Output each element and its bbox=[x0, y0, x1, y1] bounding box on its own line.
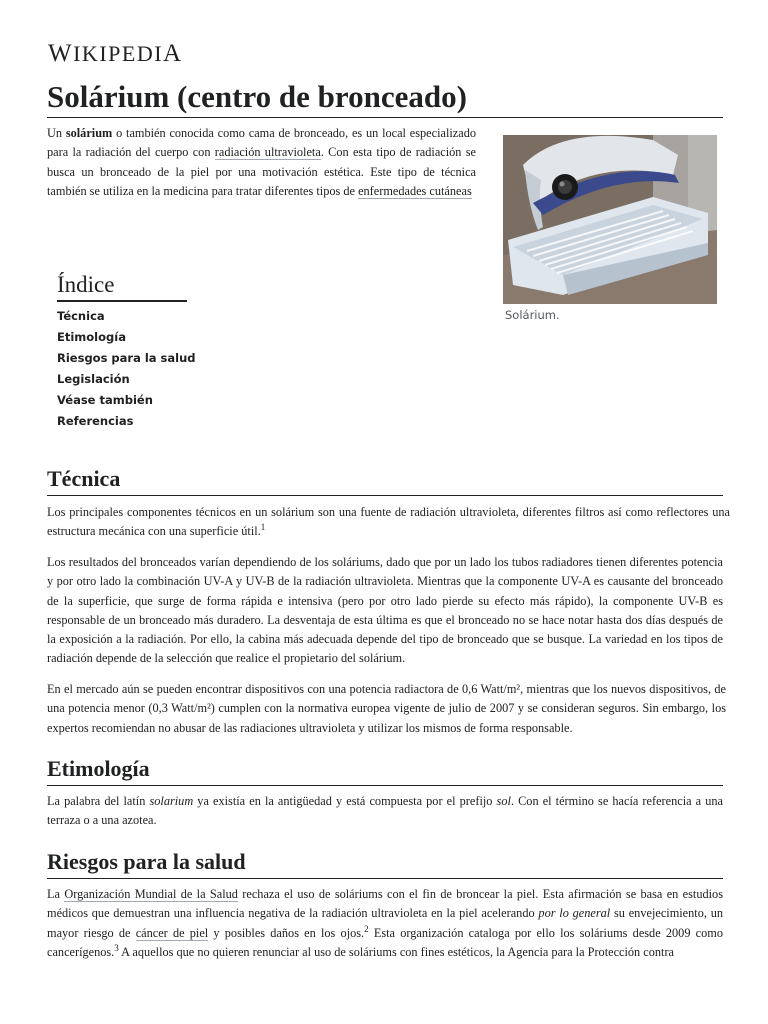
tecnica-paragraph-1: Los principales componentes técnicos en un solárium son una fuente de radiación ultravioleta, diferentes filtros así como reflectores una estructura mecánica con una superficie útil.$^1$ bbox=[47, 505, 730, 539]
reference-2[interactable]: 2 bbox=[364, 923, 369, 934]
riesgos-paragraph: La Organización Mundial de la Salud rechaza el uso de soláriums con el fin de broncear la piel. Esta afirmación se basa en estudios médicos que demuestran una influencia negativa de la radiación ultravioleta en la piel acelerando por lo general su envejecimiento, un mayor riesgo de cáncer de piel y posibles daños en los ojos.$^2$ Esta organización cataloga por ello los soláriums desde 2009 como cancerígenos.$^3$ A aquellos que no quieren renunciar al uso de soláriums con fines estéticos, la Agencia para la Protección contra bbox=[47, 887, 724, 959]
solarium-illustration bbox=[503, 135, 717, 304]
page-title: Solárium (centro de bronceado) bbox=[47, 79, 467, 114]
logo-letter-a: A bbox=[163, 40, 183, 67]
intro-paragraph: Un solárium o también conocida como cama de bronceado, es un local especializado para la radiación del cuerpo con radiación ultravioleta. Con esta tipo de radiación se busca un bronceado de la piel por una motivación estética. Este tipo de técnica también se utiliza en la medicina para tratar diferentes tipos de enfermedades cutáneas bbox=[47, 126, 476, 198]
toc-rule bbox=[57, 300, 187, 302]
link-cancer-de-piel[interactable]: cáncer de piel bbox=[135, 925, 209, 940]
link-radiacion-ultravioleta[interactable]: radiación ultravioleta bbox=[214, 145, 321, 160]
section-rule-etimologia bbox=[47, 785, 723, 786]
toc-item-etimologia[interactable]: Etimología bbox=[57, 330, 126, 344]
logo-letters-ikipedi: IKIPEDI bbox=[73, 41, 164, 66]
reference-1[interactable]: 1 bbox=[260, 522, 266, 533]
section-heading-etimologia: Etimología bbox=[47, 756, 150, 781]
title-rule bbox=[47, 117, 723, 118]
toc-item-legislacion[interactable]: Legislación bbox=[57, 372, 130, 386]
figure-caption: Solárium. bbox=[505, 308, 560, 322]
toc-item-tecnica[interactable]: Técnica bbox=[57, 309, 105, 323]
section-rule-tecnica bbox=[47, 495, 723, 496]
logo-letter-w: W bbox=[48, 40, 74, 67]
link-oms[interactable]: Organización Mundial de la Salud bbox=[64, 887, 238, 901]
section-rule-riesgos bbox=[47, 878, 723, 879]
article-subject: solárium bbox=[65, 126, 113, 140]
solarium-photo[interactable] bbox=[503, 135, 717, 304]
toc-title: Índice bbox=[57, 272, 115, 297]
table-of-contents bbox=[57, 308, 196, 434]
tecnica-paragraph-3: En el mercado aún se pueden encontrar dispositivos con una potencia radiactora de 0,6 Watt/m², mientras que los nuevos dispositivos, de una potencia menor (0,3 Watt/m²) cumplen con la normativa europea vigente de julio de 2007 y se consideran seguros. Sin embargo, los expertos recomiendan no abusar de las radiaciones ultravioleta y utilizar los mismos de forma responsable. bbox=[47, 682, 726, 735]
reference-3[interactable]: 3 bbox=[114, 942, 119, 953]
link-enfermedades-cutaneas[interactable]: enfermedades cutáneas bbox=[358, 183, 472, 198]
etimologia-paragraph: La palabra del latín solarium ya existía en la antigüedad y está compuesta por el prefijo sol. Con el término se hacía referencia a una terraza o a una azotea. bbox=[47, 794, 724, 828]
wikipedia-logo[interactable] bbox=[48, 40, 183, 68]
toc-item-vease-tambien[interactable]: Véase también bbox=[57, 393, 153, 407]
section-heading-riesgos: Riesgos para la salud bbox=[47, 849, 246, 874]
section-heading-tecnica: Técnica bbox=[47, 466, 121, 491]
toc-item-referencias[interactable]: Referencias bbox=[57, 414, 134, 428]
toc-item-riesgos[interactable]: Riesgos para la salud bbox=[57, 351, 196, 365]
tecnica-paragraph-2: Los resultados del bronceados varían dependiendo de los soláriums, dado que por un lado los tubos radiadores tienen diferentes potencia y por otro lado la combinación UV-A y UV-B de la radiación ultravioleta. Mientras que la componente UV-A es causante del bronceado de la superficie, que surge de forma rápida e intensiva (pero por otro lado pierde su efecto más rápido), la componente UV-B es responsable de un bronceado más duradero. La desventaja de esta última es que el bronceado no se hace notar hasta dos días después de la exposición a la radiación. Por ello, la cabina más adecuada depende del tipo de bronceado que se busque. La variedad en los tipos de radiación depende de la selección que realice el propietario del solárium. bbox=[47, 555, 723, 666]
